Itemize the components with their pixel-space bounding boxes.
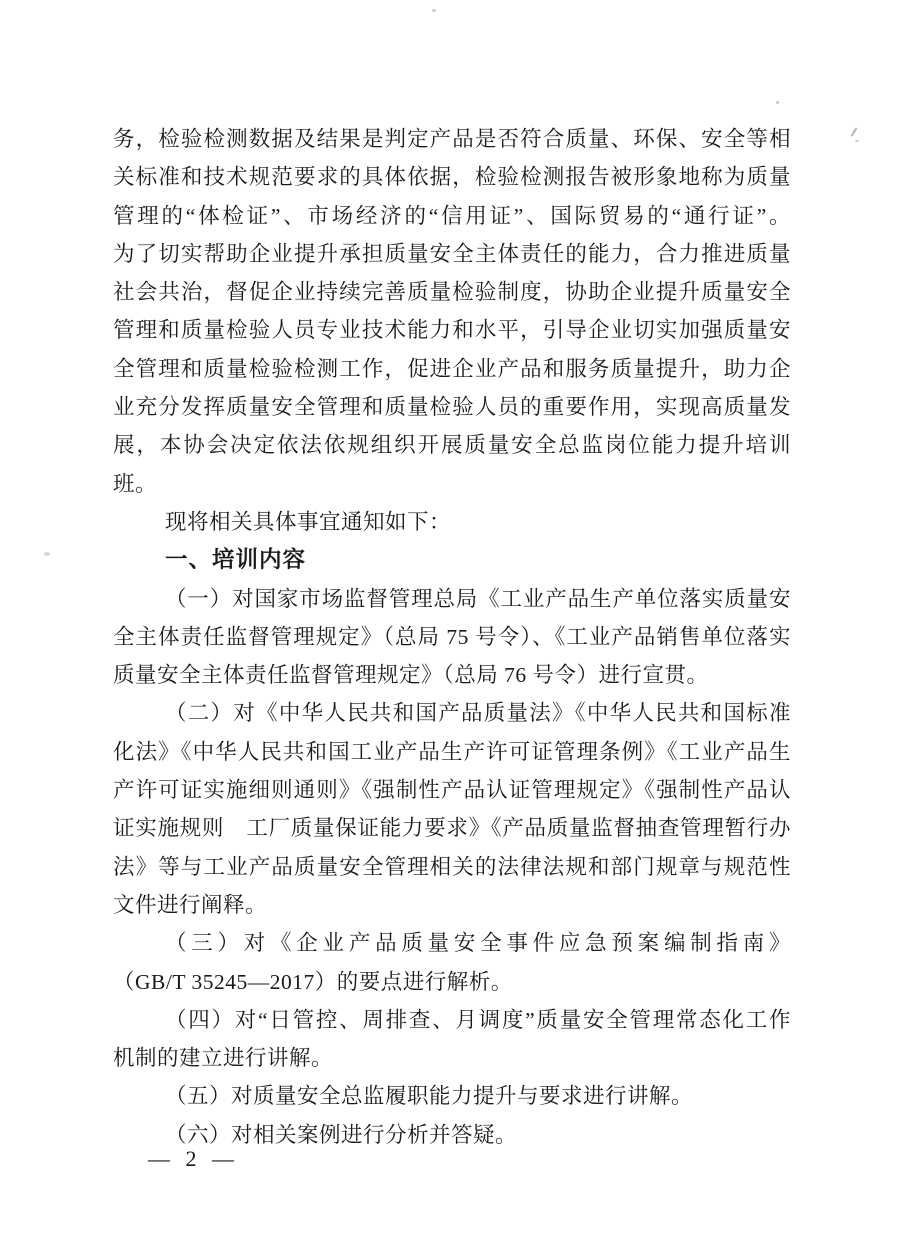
text-line: 社会共治，督促企业持续完善质量检验制度，协助企业提升质量安全: [113, 280, 791, 305]
text-line: 展，本协会决定依法依规组织开展质量安全总监岗位能力提升培训: [113, 433, 791, 458]
text-line: 业充分发挥质量安全管理和质量检验人员的重要作用，实现高质量发: [113, 395, 791, 420]
text-line: 关标准和技术规范要求的具体依据，检验检测报告被形象地称为质量: [113, 165, 791, 190]
scan-speck: [776, 101, 779, 104]
text-line: 班。: [113, 471, 158, 496]
text-line: 全管理和质量检验检测工作，促进企业产品和服务质量提升，助力企: [113, 356, 791, 381]
scan-speck: [44, 552, 50, 556]
text-line: 证实施规则 工厂质量保证能力要求》《产品质量监督抽查管理暂行办: [113, 816, 791, 841]
text-line: （三）对《企业产品质量安全事件应急预案编制指南》: [165, 931, 791, 956]
text-line: 现将相关具体事宜通知如下：: [165, 509, 452, 534]
text-line: 质量安全主体责任监督管理规定》（总局 76 号令）进行宣贯。: [113, 663, 709, 688]
text-line: 机制的建立进行讲解。: [113, 1046, 334, 1071]
text-line: 全主体责任监督管理规定》（总局 75 号令）、《工业产品销售单位落实: [113, 624, 791, 649]
scan-speck: [851, 127, 858, 137]
text-line: 法》等与工业产品质量安全管理相关的法律法规和部门规章与规范性: [113, 854, 791, 879]
text-line: （五）对质量安全总监履职能力提升与要求进行讲解。: [165, 1084, 694, 1109]
text-line: （六）对相关案例进行分析并答疑。: [165, 1122, 518, 1147]
page-number: — 2 —: [148, 1146, 236, 1171]
text-line: （四）对“日管控、周排查、月调度”质量安全管理常态化工作: [165, 1007, 791, 1032]
text-line: （GB/T 35245—2017）的要点进行解析。: [113, 969, 513, 994]
text-line: 产许可证实施细则通则》《强制性产品认证管理规定》《强制性产品认: [113, 778, 791, 803]
text-line: （一）对国家市场监督管理总局《工业产品生产单位落实质量安: [165, 586, 791, 611]
text-line: 文件进行阐释。: [113, 892, 268, 917]
text-line: 化法》《中华人民共和国工业产品生产许可证管理条例》《工业产品生: [113, 739, 791, 764]
text-line: 管理和质量检验人员专业技术能力和水平，引导企业切实加强质量安: [113, 318, 791, 343]
text-line: 管理的“体检证”、市场经济的“信用证”、国际贸易的“通行证”。: [113, 203, 791, 228]
scan-speck: [855, 139, 859, 142]
section-heading: 一、培训内容: [165, 547, 307, 573]
scan-speck: [432, 9, 436, 12]
document-body: [113, 120, 791, 1154]
text-line: 为了切实帮助企业提升承担质量安全主体责任的能力，合力推进质量: [113, 241, 791, 266]
text-line: 务，检验检测数据及结果是判定产品是否符合质量、环保、安全等相: [113, 127, 791, 151]
text-line: （二）对《中华人民共和国产品质量法》《中华人民共和国标准: [165, 701, 791, 726]
